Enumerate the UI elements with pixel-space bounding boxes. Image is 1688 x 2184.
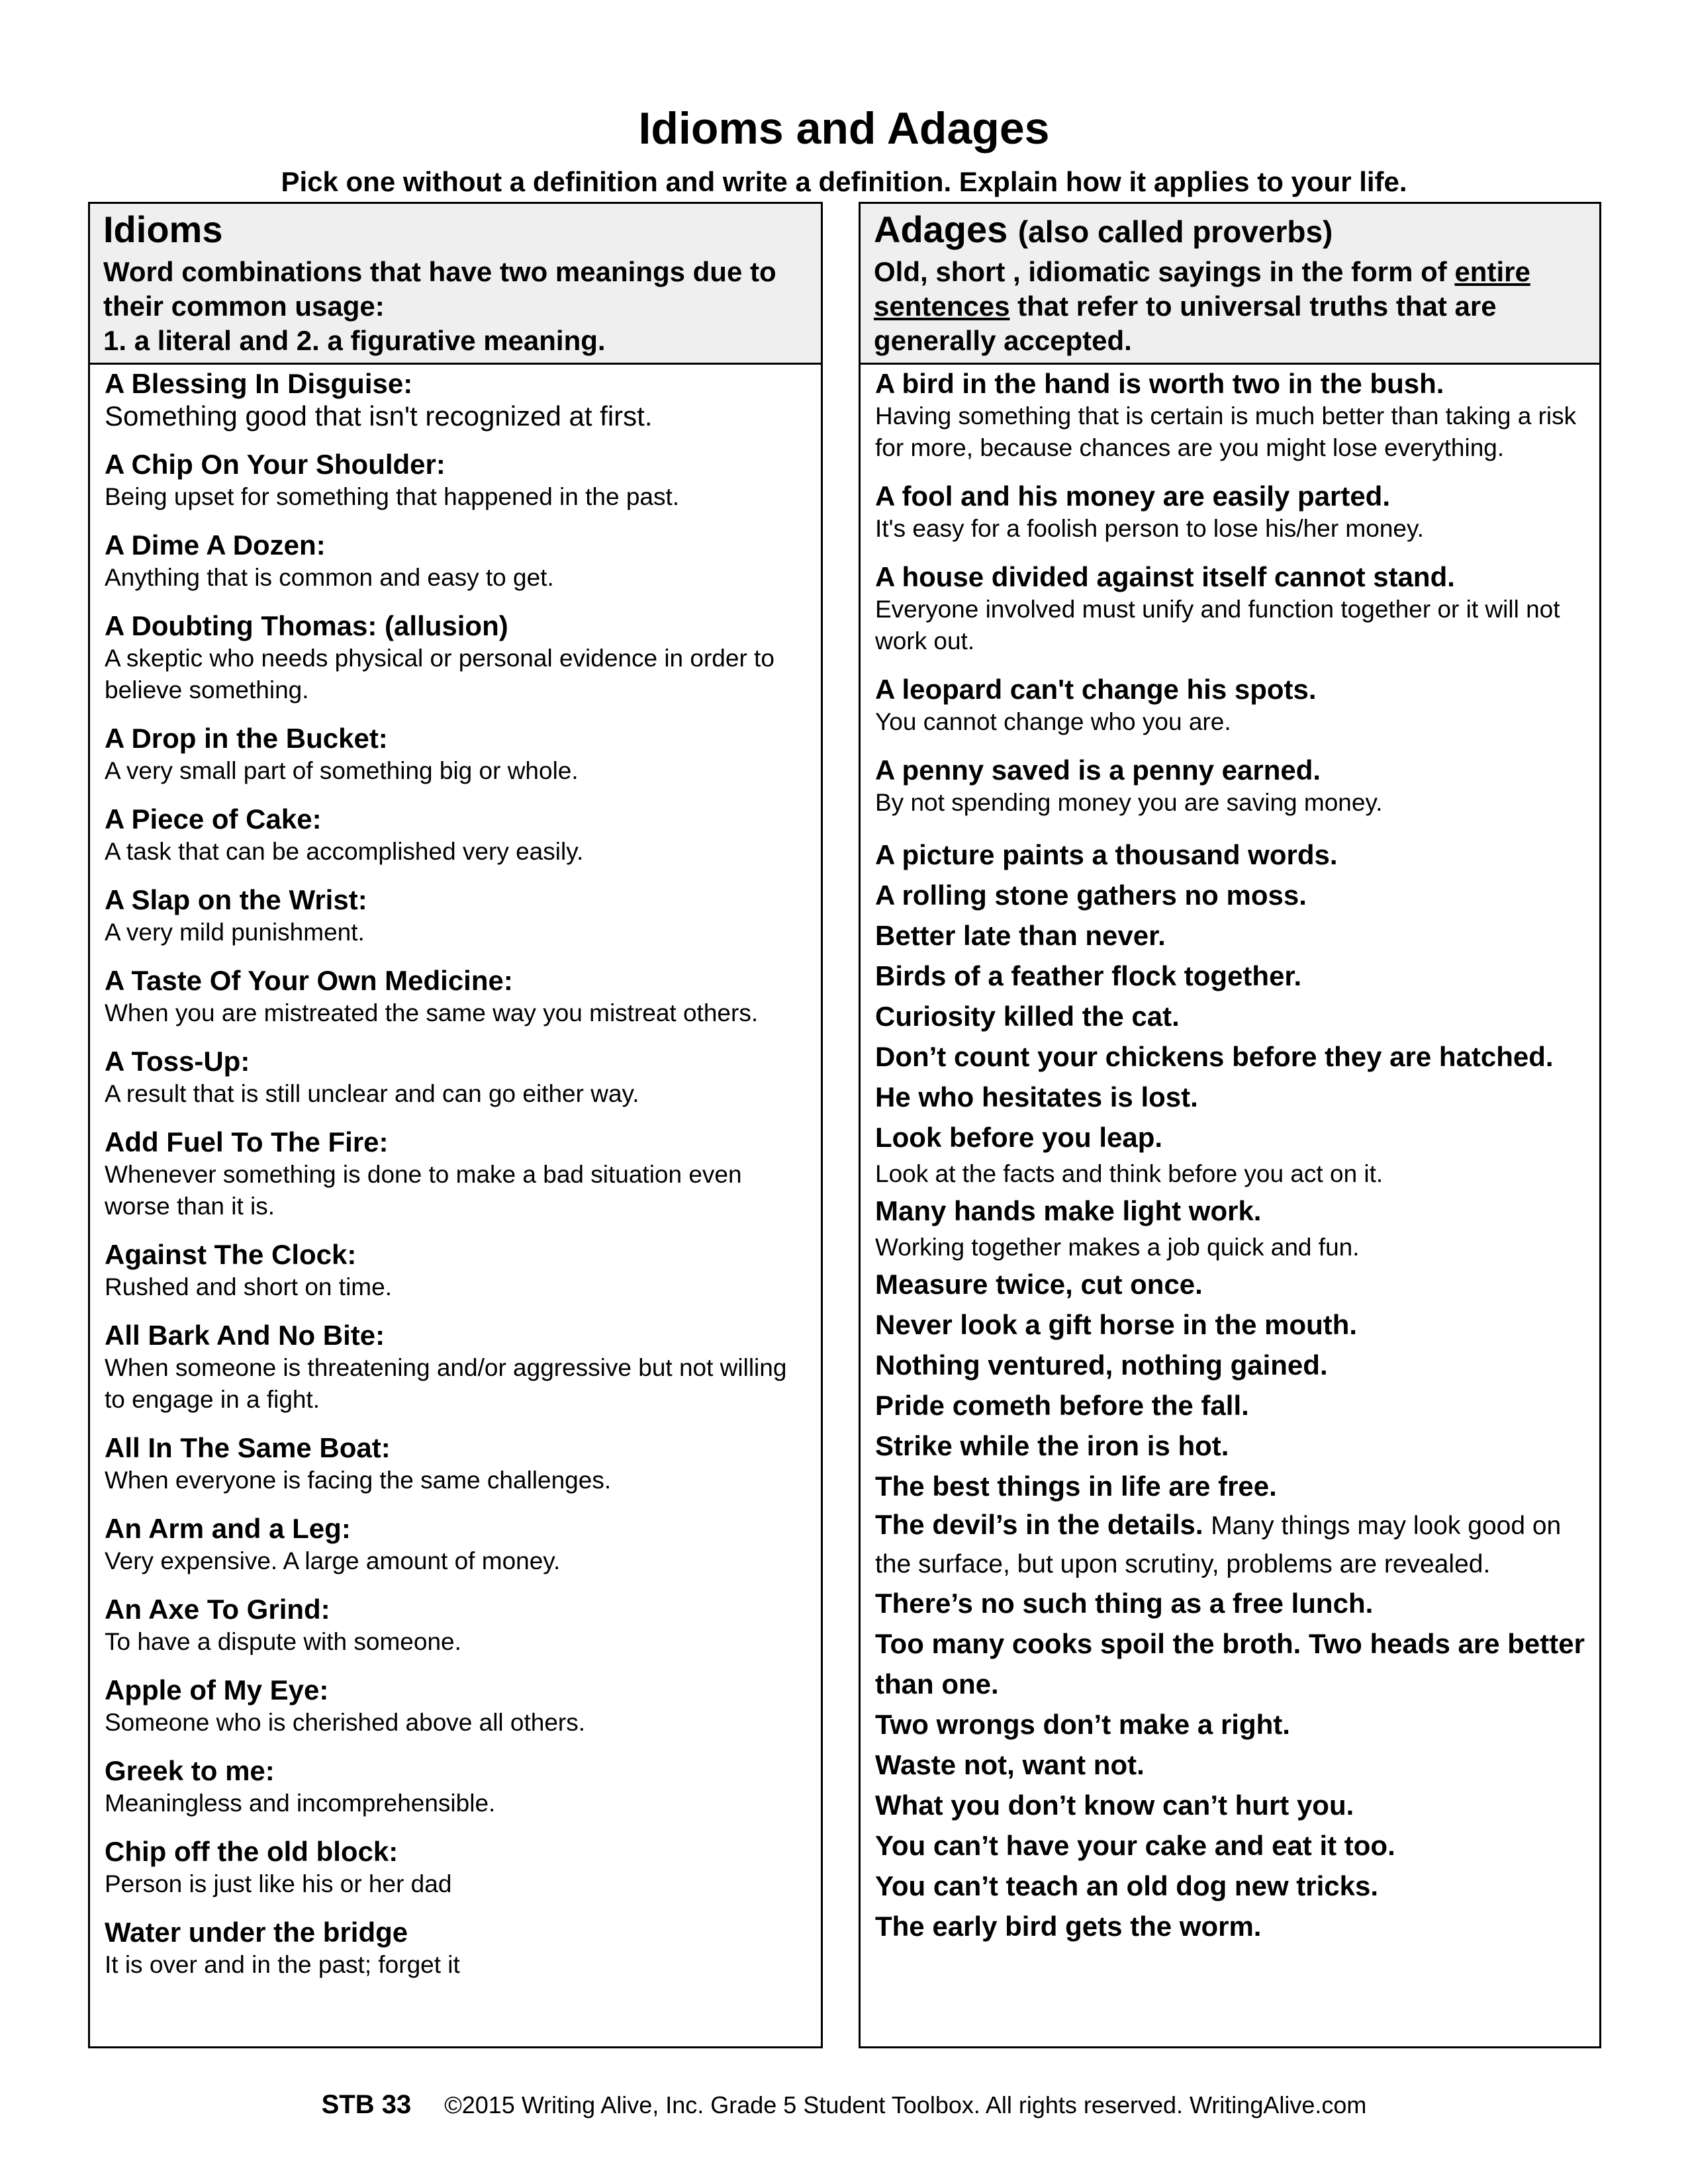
- adage-saying: Don’t count your chickens before they are hatched.: [875, 1041, 1554, 1072]
- adage-saying: A rolling stone gathers no moss.: [875, 880, 1307, 911]
- idiom-definition: When you are mistreated the same way you mistreat others.: [105, 999, 759, 1026]
- adages-list: [861, 365, 1599, 1946]
- idiom-definition: Something good that isn't recognized at first.: [105, 400, 653, 432]
- idiom-term: Apple of My Eye:: [105, 1674, 329, 1706]
- adages-heading-note: (also called proverbs): [1017, 214, 1333, 249]
- footer-copyright: ©2015 Writing Alive, Inc. Grade 5 Student Toolbox. All rights reserved. WritingAlive.com: [444, 2091, 1367, 2118]
- idiom-entry: [105, 610, 806, 706]
- idiom-term: An Axe To Grind:: [105, 1594, 330, 1625]
- page-footer: [0, 2091, 1688, 2118]
- idiom-term: A Chip On Your Shoulder:: [105, 449, 445, 480]
- idiom-entry: [105, 1238, 806, 1303]
- page-instructions: Pick one without a definition and write a definition. Explain how it applies to your life.: [281, 166, 1407, 197]
- idiom-term: A Blessing In Disguise:: [105, 368, 413, 399]
- idioms-description: [103, 255, 808, 358]
- idiom-definition: Person is just like his or her dad: [105, 1870, 452, 1897]
- idiom-term: All Bark And No Bite:: [105, 1320, 385, 1351]
- adage-saying: Better late than never.: [875, 920, 1166, 951]
- idiom-definition: Whenever something is done to make a bad situation even worse than it is.: [105, 1161, 742, 1220]
- idiom-definition: A task that can be accomplished very easily.: [105, 838, 584, 865]
- adage-saying: You can’t teach an old dog new tricks.: [875, 1870, 1379, 1901]
- adage-saying: He who hesitates is lost.: [875, 1081, 1198, 1113]
- idiom-term: A Drop in the Bucket:: [105, 723, 388, 754]
- idiom-entry: [105, 1319, 806, 1416]
- adage-saying: What you don’t know can’t hurt you.: [875, 1790, 1354, 1821]
- adage-entry: [875, 754, 1585, 819]
- idiom-definition: Rushed and short on time.: [105, 1273, 392, 1300]
- idiom-term: Chip off the old block:: [105, 1836, 399, 1867]
- adages-description-pre: Old, short , idiomatic sayings in the form of: [874, 255, 1447, 287]
- idioms-header: [90, 204, 821, 365]
- idiom-entry: [105, 529, 806, 594]
- idiom-entry: [105, 1432, 806, 1496]
- adage-saying: Measure twice, cut once.: [875, 1269, 1203, 1300]
- adage-definition: Many things may look good on the surface, but upon scrutiny, problems are revealed.: [875, 1512, 1562, 1578]
- idiom-entry: [105, 1916, 806, 1981]
- adages-description-post: that refer to universal truths that are generally accepted.: [874, 290, 1497, 356]
- adage-saying: Birds of a feather flock together.: [875, 960, 1302, 991]
- idiom-definition: It is over and in the past; forget it: [105, 1951, 460, 1978]
- idiom-term: A Taste Of Your Own Medicine:: [105, 965, 513, 996]
- adages-column: [859, 202, 1601, 2048]
- footer-code: STB 33: [321, 2090, 412, 2119]
- idiom-entry: [105, 803, 806, 868]
- idiom-term: All In The Same Boat:: [105, 1432, 391, 1463]
- idiom-entry: [105, 964, 806, 1029]
- adage-saying: Many hands make light work.: [875, 1195, 1262, 1226]
- idioms-list: [90, 365, 821, 1981]
- adage-saying: Pride cometh before the fall.: [875, 1390, 1249, 1421]
- adage-definition: Having something that is certain is much better than taking a risk for more, because chances are you might lose everything.: [875, 402, 1577, 461]
- adage-saying: You can’t have your cake and eat it too.: [875, 1830, 1395, 1861]
- adage-saying: A leopard can't change his spots.: [875, 674, 1317, 705]
- adage-definition: Everyone involved must unify and function together or it will not work out.: [875, 596, 1560, 655]
- adages-description-underlined: entire sentences: [874, 255, 1530, 322]
- idiom-entry: [105, 1126, 806, 1222]
- idiom-definition: A skeptic who needs physical or personal evidence in order to believe something.: [105, 645, 774, 704]
- adage-definition: Look at the facts and think before you act on it.: [875, 1160, 1383, 1187]
- idiom-definition: A very mild punishment.: [105, 919, 365, 946]
- adage-entry: [875, 561, 1585, 657]
- adage-saying: The early bird gets the worm.: [875, 1911, 1262, 1942]
- adage-definition: By not spending money you are saving money.: [875, 789, 1383, 816]
- adage-saying: Two wrongs don’t make a right.: [875, 1709, 1290, 1740]
- idiom-definition: When everyone is facing the same challenges.: [105, 1467, 612, 1494]
- idiom-term: A Piece of Cake:: [105, 803, 322, 835]
- idiom-term: A Toss-Up:: [105, 1046, 250, 1077]
- adage-saying-devil: [875, 1506, 1585, 1583]
- idiom-term: Against The Clock:: [105, 1239, 357, 1270]
- idiom-entry: [105, 722, 806, 787]
- idiom-term: A Dime A Dozen:: [105, 529, 326, 561]
- idiom-entry: [105, 1754, 806, 1819]
- adages-description: [874, 255, 1586, 358]
- idiom-definition: Very expensive. A large amount of money.: [105, 1547, 561, 1574]
- idiom-definition: A very small part of something big or whole.: [105, 757, 579, 784]
- idiom-definition: A result that is still unclear and can go either way.: [105, 1080, 639, 1107]
- idiom-definition: To have a dispute with someone.: [105, 1628, 461, 1655]
- adage-definition: Working together makes a job quick and fun.: [875, 1234, 1360, 1261]
- idiom-term: A Slap on the Wrist:: [105, 884, 367, 915]
- adage-saying: Nothing ventured, nothing gained.: [875, 1349, 1328, 1381]
- adage-saying: Curiosity killed the cat.: [875, 1001, 1180, 1032]
- idiom-definition: When someone is threatening and/or aggressive but not willing to engage in a fight.: [105, 1354, 787, 1413]
- adage-saying: Never look a gift horse in the mouth.: [875, 1309, 1358, 1340]
- idioms-meanings-text: 1. a literal and 2. a figurative meaning.: [103, 324, 606, 356]
- adage-definition: You cannot change who you are.: [875, 708, 1231, 735]
- idiom-entry: [105, 884, 806, 948]
- adages-header: [861, 204, 1599, 365]
- adage-saying: Too many cooks spoil the broth. Two heads are better than one.: [875, 1628, 1585, 1700]
- adage-entry: [875, 367, 1585, 464]
- adage-saying: A bird in the hand is worth two in the bush.: [875, 368, 1444, 399]
- adage-saying: A penny saved is a penny earned.: [875, 754, 1321, 786]
- adage-saying: Waste not, want not.: [875, 1749, 1145, 1780]
- idioms-heading: Idioms: [103, 208, 223, 250]
- idiom-term: A Doubting Thomas: (allusion): [105, 610, 508, 641]
- adage-entry: [875, 480, 1585, 545]
- idiom-definition: Someone who is cherished above all others.: [105, 1709, 586, 1736]
- idiom-entry: [105, 367, 806, 432]
- idioms-column: [88, 202, 823, 2048]
- adages-heading: [874, 210, 1586, 250]
- adages-heading-text: Adages: [874, 208, 1008, 250]
- adage-saying: The best things in life are free.: [875, 1471, 1277, 1502]
- idiom-term: Greek to me:: [105, 1755, 275, 1786]
- adage-saying: Look before you leap.: [875, 1122, 1163, 1153]
- adage-saying: A fool and his money are easily parted.: [875, 480, 1391, 512]
- idiom-definition: Being upset for something that happened in the past.: [105, 483, 680, 510]
- idiom-entry: [105, 1512, 806, 1577]
- adage-saying: A picture paints a thousand words.: [875, 839, 1338, 870]
- idiom-definition: Meaningless and incomprehensible.: [105, 1790, 496, 1817]
- adage-saying: The devil’s in the details.: [875, 1509, 1203, 1540]
- adage-saying: A house divided against itself cannot stand.: [875, 561, 1455, 592]
- idiom-entry: [105, 1674, 806, 1739]
- idiom-definition: Anything that is common and easy to get.: [105, 564, 554, 591]
- idiom-term: Water under the bridge: [105, 1917, 408, 1948]
- adage-entry: [875, 673, 1585, 738]
- idiom-entry: [105, 1593, 806, 1658]
- idiom-entry: [105, 448, 806, 513]
- page-title: Idioms and Adages: [638, 103, 1050, 154]
- adage-saying: Strike while the iron is hot.: [875, 1430, 1229, 1461]
- idioms-description-text: Word combinations that have two meanings due to their common usage:: [103, 255, 776, 322]
- adage-definition: It's easy for a foolish person to lose his/her money.: [875, 515, 1425, 542]
- adage-saying: There’s no such thing as a free lunch.: [875, 1588, 1374, 1619]
- idiom-entry: [105, 1835, 806, 1900]
- idiom-term: An Arm and a Leg:: [105, 1513, 351, 1544]
- idiom-entry: [105, 1045, 806, 1110]
- idiom-term: Add Fuel To The Fire:: [105, 1126, 389, 1158]
